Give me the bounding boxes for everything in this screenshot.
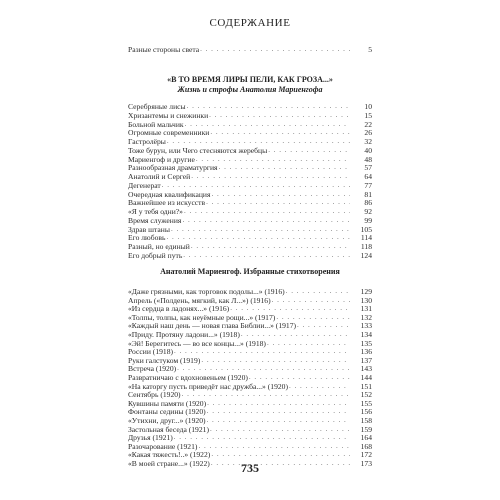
- toc-entry-title: Больной мальчик: [128, 119, 184, 129]
- toc-entry-title: Кувшины памяти (1920): [128, 398, 207, 408]
- toc-entry-page: 132: [360, 312, 372, 322]
- dot-leader: [162, 181, 350, 190]
- toc-entry: [128, 163, 372, 172]
- toc-entry-title: «Я у тебя одни?»: [128, 207, 183, 216]
- toc-entry-page: 86: [364, 198, 372, 208]
- toc-entry-page: 10: [364, 102, 372, 111]
- toc-entry-title: «Утихни, друг...» (1920): [128, 416, 206, 425]
- toc-entry: [128, 102, 372, 111]
- toc-entry-page: 105: [360, 224, 372, 234]
- toc-entry-title: Гастролёры: [128, 137, 166, 146]
- toc-entry-page: 164: [360, 433, 372, 443]
- section1-subtitle: Жизнь и строфы Анатолия Мариенгофа: [177, 85, 323, 94]
- toc-entry: [128, 242, 372, 251]
- dot-leader: [184, 207, 350, 216]
- toc-entry-page: 118: [360, 242, 372, 251]
- toc-entry-title: Здрав штаны: [128, 224, 170, 234]
- toc-entry: [128, 216, 372, 225]
- toc-entry-page: 5: [368, 45, 372, 54]
- dot-leader: [166, 233, 350, 242]
- section2-heading: [120, 267, 380, 277]
- toc-entry-title: Анатолий и Сергей: [128, 172, 191, 181]
- toc-entry-page: 136: [360, 347, 372, 357]
- toc-entry-title: Разные стороны света: [128, 45, 200, 54]
- toc-entry-title: Руки галстуком (1919): [128, 355, 201, 365]
- toc-entry-title: «Какая тяжесть!..» (1922): [128, 450, 211, 460]
- toc-entry-page: 133: [360, 321, 372, 331]
- toc-entry-page: 173: [360, 459, 372, 468]
- toc-entry-page: 151: [360, 381, 372, 391]
- page-title: СОДЕРЖАНИЕ: [209, 17, 291, 29]
- dot-leader: [210, 128, 350, 137]
- toc-entry-page: 134: [360, 330, 372, 339]
- toc-entry-page: 32: [364, 137, 372, 146]
- toc-entry-page: 144: [360, 373, 372, 382]
- toc-entry-title: Апрель («Полдень, мягкий, как Л...») (1916): [128, 295, 271, 305]
- toc-entry-page: 172: [360, 450, 372, 460]
- dot-leader: [182, 216, 350, 225]
- section2-title: Анатолий Мариенгоф. Избранные стихотворения: [160, 267, 340, 276]
- toc-entry-title: «В моей стране...» (1922): [128, 459, 210, 468]
- toc-entry-title: «Толпы, толпы, как неуёмные рощи...» (1917): [128, 312, 276, 322]
- toc-entry-title: России (1918): [128, 347, 174, 357]
- toc-entry-title: Развратничаю с вдохновеньем (1920): [128, 373, 248, 382]
- dot-leader: [183, 251, 350, 260]
- toc-entry-title: Мариенгоф и другие: [128, 154, 195, 164]
- toc-entry-page: 155: [360, 398, 372, 408]
- toc-entry-title: Хризантемы и снежинки: [128, 110, 209, 120]
- dot-leader: [268, 146, 350, 155]
- toc-entry-title: Тоже бурун, или Чего стесняются жеребцы: [128, 145, 268, 155]
- toc-entry-title: Разочарование (1921): [128, 441, 198, 451]
- toc-entry-title: «Каждый наш день — новая глава Библии...» (1917): [128, 321, 297, 331]
- toc-entry: [128, 190, 372, 199]
- toc-entry-title: Застольная беседа (1921): [128, 424, 209, 434]
- toc-entry-page: 64: [364, 172, 372, 181]
- toc-entry: [128, 45, 372, 54]
- toc-entry-page: 99: [364, 215, 372, 225]
- toc-entry: [128, 181, 372, 190]
- toc-entry-title: «Приду. Протяну ладони...» (1918): [128, 330, 240, 339]
- toc-entry-title: «На каторгу пусть приведёт нас дружба...» (1920): [128, 381, 288, 391]
- toc-entry-page: 158: [360, 416, 372, 425]
- toc-entry: [128, 111, 372, 120]
- page-number: 735: [241, 461, 259, 475]
- toc-entry: [128, 155, 372, 164]
- toc-entry: [128, 120, 372, 129]
- toc-entry: [128, 233, 372, 242]
- toc-entry-page: 131: [360, 304, 372, 314]
- dot-leader: [209, 111, 350, 120]
- toc-entry-page: 26: [364, 128, 372, 138]
- toc-entry: [128, 251, 372, 260]
- toc-entry-title: Огромные современники: [128, 128, 210, 138]
- toc-entry-page: 135: [360, 338, 372, 348]
- toc-entry-title: «Эй! Берегитесь — во все концы...» (1918): [128, 338, 266, 348]
- toc-entry-page: 143: [360, 364, 372, 374]
- toc-entry-page: 77: [364, 180, 372, 190]
- toc-entry-title: Его добрый путь: [128, 250, 183, 260]
- toc-entry: [128, 146, 372, 155]
- toc-entry-page: 159: [360, 424, 372, 434]
- toc-entry-page: 48: [364, 154, 372, 164]
- toc-entry: [128, 137, 372, 146]
- toc-entry-title: Сентябрь (1920): [128, 390, 181, 400]
- toc-entry-page: 156: [360, 407, 372, 417]
- dot-leader: [187, 102, 350, 111]
- toc-entry-page: 168: [360, 441, 372, 451]
- toc-entry-title: «Из сердца в ладонях...» (1916): [128, 304, 230, 314]
- toc-entry-title: Важнейшее из искусств: [128, 198, 206, 208]
- toc-entry-title: Дегенерат: [128, 180, 161, 190]
- dot-leader: [196, 155, 350, 164]
- section1-heading: [120, 75, 380, 95]
- toc-entry-title: Встреча (1920): [128, 364, 177, 374]
- toc-entry: [128, 172, 372, 181]
- toc-entry-title: Фонтаны седины (1920): [128, 407, 206, 417]
- toc-entry-page: 129: [360, 287, 372, 296]
- dot-leader: [200, 45, 350, 54]
- dot-leader: [219, 163, 350, 172]
- toc-entry-title: Его любовь: [128, 233, 166, 243]
- dot-leader: [211, 190, 350, 199]
- dot-leader: [171, 225, 350, 234]
- toc-entry-title: Очередная квалификация: [128, 189, 211, 199]
- toc-entry-page: 15: [364, 110, 372, 120]
- toc-entry-page: 152: [360, 390, 372, 400]
- section1-title: «В ТО ВРЕМЯ ЛИРЫ ПЕЛИ, КАК ГРОЗА...»: [167, 75, 333, 84]
- toc-entry-title: «Даже грязными, как торговок подолы...» (1916): [128, 287, 285, 296]
- toc-entry: [128, 207, 372, 216]
- toc-entry-page: 22: [364, 119, 372, 129]
- toc-entry-title: Разный, но единый: [128, 242, 190, 251]
- dot-leader: [167, 137, 350, 146]
- toc-entry-page: 114: [360, 233, 372, 243]
- toc-entry-page: 81: [364, 189, 372, 199]
- toc-entry-page: 124: [360, 250, 372, 260]
- toc-entry-title: Время служения: [128, 215, 182, 225]
- toc-entry-title: Друзья (1921): [128, 433, 173, 443]
- toc-entry: [128, 225, 372, 234]
- toc-entry: [128, 198, 372, 207]
- toc-entry: [128, 128, 372, 137]
- toc-entry-page: 57: [364, 163, 372, 173]
- toc-entry-page: 130: [360, 295, 372, 305]
- dot-leader: [191, 242, 350, 251]
- toc-entry-page: 137: [360, 355, 372, 365]
- toc-entry-title: Разнообразная драматургия: [128, 163, 218, 173]
- dot-leader: [206, 198, 350, 207]
- toc-entry-title: Серебряные лисы: [128, 102, 186, 111]
- dot-leader: [191, 172, 350, 181]
- toc-entry-page: 92: [364, 207, 372, 216]
- toc-entry-page: 40: [364, 145, 372, 155]
- dot-leader: [185, 120, 350, 129]
